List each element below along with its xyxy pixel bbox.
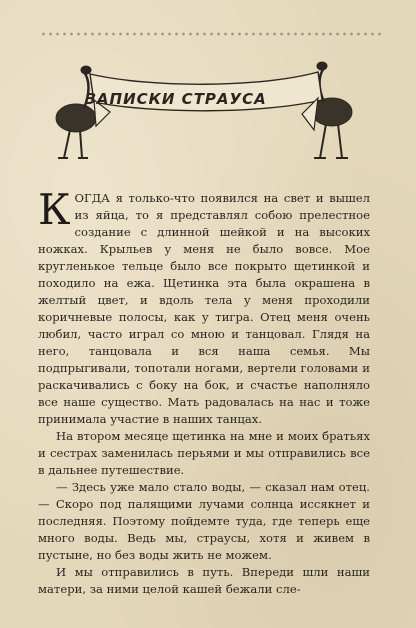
article-body — [38, 185, 370, 598]
drop-cap: К — [38, 185, 71, 234]
paragraph-2: На втором месяце щетинка на мне и моих братьях и сестрах заменилась перьями и мы отправились все в дальнее путешествие. — [38, 429, 370, 477]
paragraph-1-text: ОГДА я только-что появился на свет и вышел из яйца, то я представлял собою прелестное создание с длинной шейкой и на высоких ножках. Крыльев у меня не было вовсе. Мое кругленькое тельце было все покрыто щетинкой и походило на ежа. Щетинка эта была окрашена в желтый цвет, и вдоль тела у меня проходили коричневые полосы, как у тигра. Отец меня очень любил, часто играл со мною и танцовал. Глядя на него, танцовала и вся наша семья. Мы подпрыгивали, топотали ногами, вертели головами и раскачивались с боку на бок, и счастье наполняло все наше существо. Мать радовалась на нас и тоже принимала участие в наших танцах. — [38, 191, 370, 426]
banner-title: ЗАПИСКИ СТРАУСА — [85, 90, 267, 108]
paragraph-3: — Здесь уже мало стало воды, — сказал нам отец. — Скоро под палящими лучами солнца иссякнет и последняя. Поэтому пойдемте туда, где теперь еще много воды. Ведь мы, страусы, хотя и живем в пустыне, но без воды жить не можем. — [38, 480, 370, 562]
paragraph-1 — [38, 185, 370, 428]
ostrich-banner-illustration — [40, 60, 372, 170]
paragraph-4: И мы отправились в путь. Впереди шли наши матери, за ними целой кашей бежали сле- — [38, 565, 370, 596]
left-ostrich-icon — [56, 66, 96, 158]
top-dotted-rule — [40, 32, 384, 36]
